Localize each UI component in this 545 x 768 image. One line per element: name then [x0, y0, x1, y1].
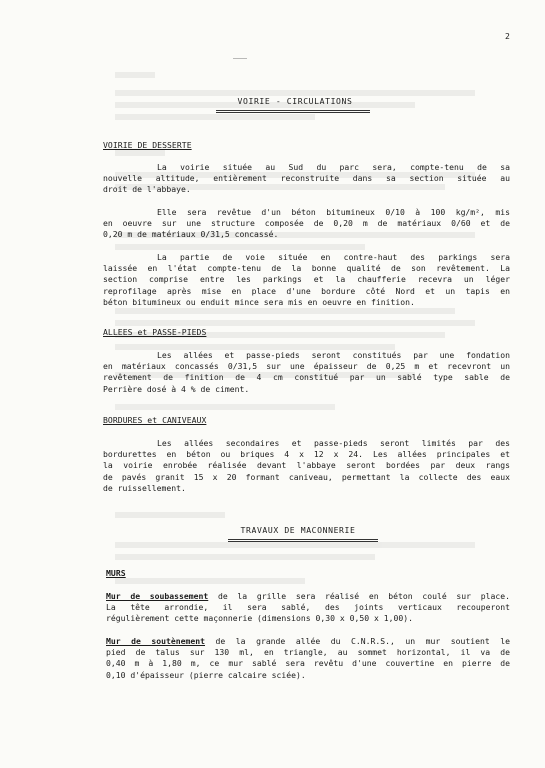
paragraph-mur-soutenement — [106, 636, 510, 681]
term-mur-soubassement: Mur de soubassement — [106, 591, 209, 601]
paragraph-allees — [103, 350, 510, 395]
text-line: Les allées secondaires et passe-pieds seront limités par des — [157, 438, 510, 448]
text-line: la voirie enrobée réalisée devant l'abbaye seront bordées par deux rangs — [103, 460, 510, 471]
text-line: bordurettes en béton ou briques 4 x 12 x 24. Les allées principales et — [103, 449, 510, 460]
text-line: en matériaux concassés 0/31,5 sur une épaisseur de 0,25 m et recevront un — [103, 361, 510, 372]
text-line: Perrière dosé à 4 % de ciment. — [103, 383, 250, 394]
paragraph-voirie-revetement — [103, 207, 510, 241]
section-title-murs: MURS — [106, 568, 126, 578]
text-line: de pavés granit 15 x 20 formant caniveau, permettant la collecte des eaux — [103, 471, 510, 482]
section-title-allees: ALLEES et PASSE-PIEDS — [103, 327, 207, 337]
text-line: béton bitumineux ou enduit mince sera mis en oeuvre en finition. — [103, 296, 415, 307]
text-line: 0,40 m à 1,80 m, ce mur sablé sera revêtu d'une couvertine en pierre de — [106, 658, 510, 669]
text-line: nouvelle altitude, entièrement reconstruite dans sa section située au — [103, 173, 510, 184]
text-line: de la grande allée du C.N.R.S., un mur soutient le — [205, 636, 511, 646]
text-line: laissée en l'état compte-tenu de la bonne qualité de son revêtement. La — [103, 263, 510, 274]
scan-mark — [233, 58, 247, 62]
term-mur-soutenement: Mur de soutènement — [106, 636, 206, 646]
text-line: 0,10 d'épaisseur (pierre calcaire sciée). — [106, 669, 306, 680]
paragraph-voirie-parkings — [103, 252, 510, 308]
text-line: de la grille sera réalisé en béton coulé sur place. — [208, 591, 511, 601]
text-line: La tête arrondie, il sera sablé, des joints verticaux recouperont — [106, 602, 510, 613]
text-line: Les allées et passe-pieds seront constitués par une fondation — [157, 350, 510, 360]
text-line: 0,20 m de matériaux 0/31,5 concassé. — [103, 229, 279, 240]
text-line: reprofilage après mise en place d'une bordure côté Nord et un tapis en — [103, 285, 510, 296]
text-line: Elle sera revêtue d'un béton bitumineux 0/10 à 100 kg/m², mis — [157, 207, 510, 217]
heading-double-rule — [216, 110, 370, 113]
text-line: de ruissellement. — [103, 482, 186, 493]
section-title-bordures: BORDURES et CANIVEAUX — [103, 415, 207, 425]
text-line: section comprise entre les parkings et la chaufferie recevra un léger — [103, 274, 510, 285]
text-line: droit de l'abbaye. — [103, 184, 191, 195]
section-title-voirie-desserte: VOIRIE DE DESSERTE — [103, 140, 192, 150]
text-line: régulièrement cette maçonnerie (dimensions 0,30 x 0,50 x 1,00). — [106, 613, 413, 624]
heading-travaux-maconnerie: TRAVAUX DE MACONNERIE — [240, 525, 356, 535]
paragraph-voirie-altitude — [103, 162, 510, 196]
page-number: 2 — [505, 31, 510, 41]
text-line: pied de talus sur 130 ml, en triangle, au sommet horizontal, il va de — [106, 647, 510, 658]
text-line: La partie de voie située en contre-haut des parkings sera — [157, 252, 510, 262]
paragraph-mur-soubassement — [106, 591, 510, 625]
text-line: revêtement de finition de 4 cm constitué par un sablé type sable de — [103, 372, 510, 383]
heading-voirie-circulations: VOIRIE - CIRCULATIONS — [237, 96, 353, 106]
paragraph-bordures — [103, 438, 510, 494]
text-line: en oeuvre sur une structure composée de 0,20 m de matériaux 0/60 et de — [103, 218, 510, 229]
text-line: La voirie située au Sud du parc sera, compte-tenu de sa — [157, 162, 510, 172]
heading-double-rule — [228, 539, 378, 542]
